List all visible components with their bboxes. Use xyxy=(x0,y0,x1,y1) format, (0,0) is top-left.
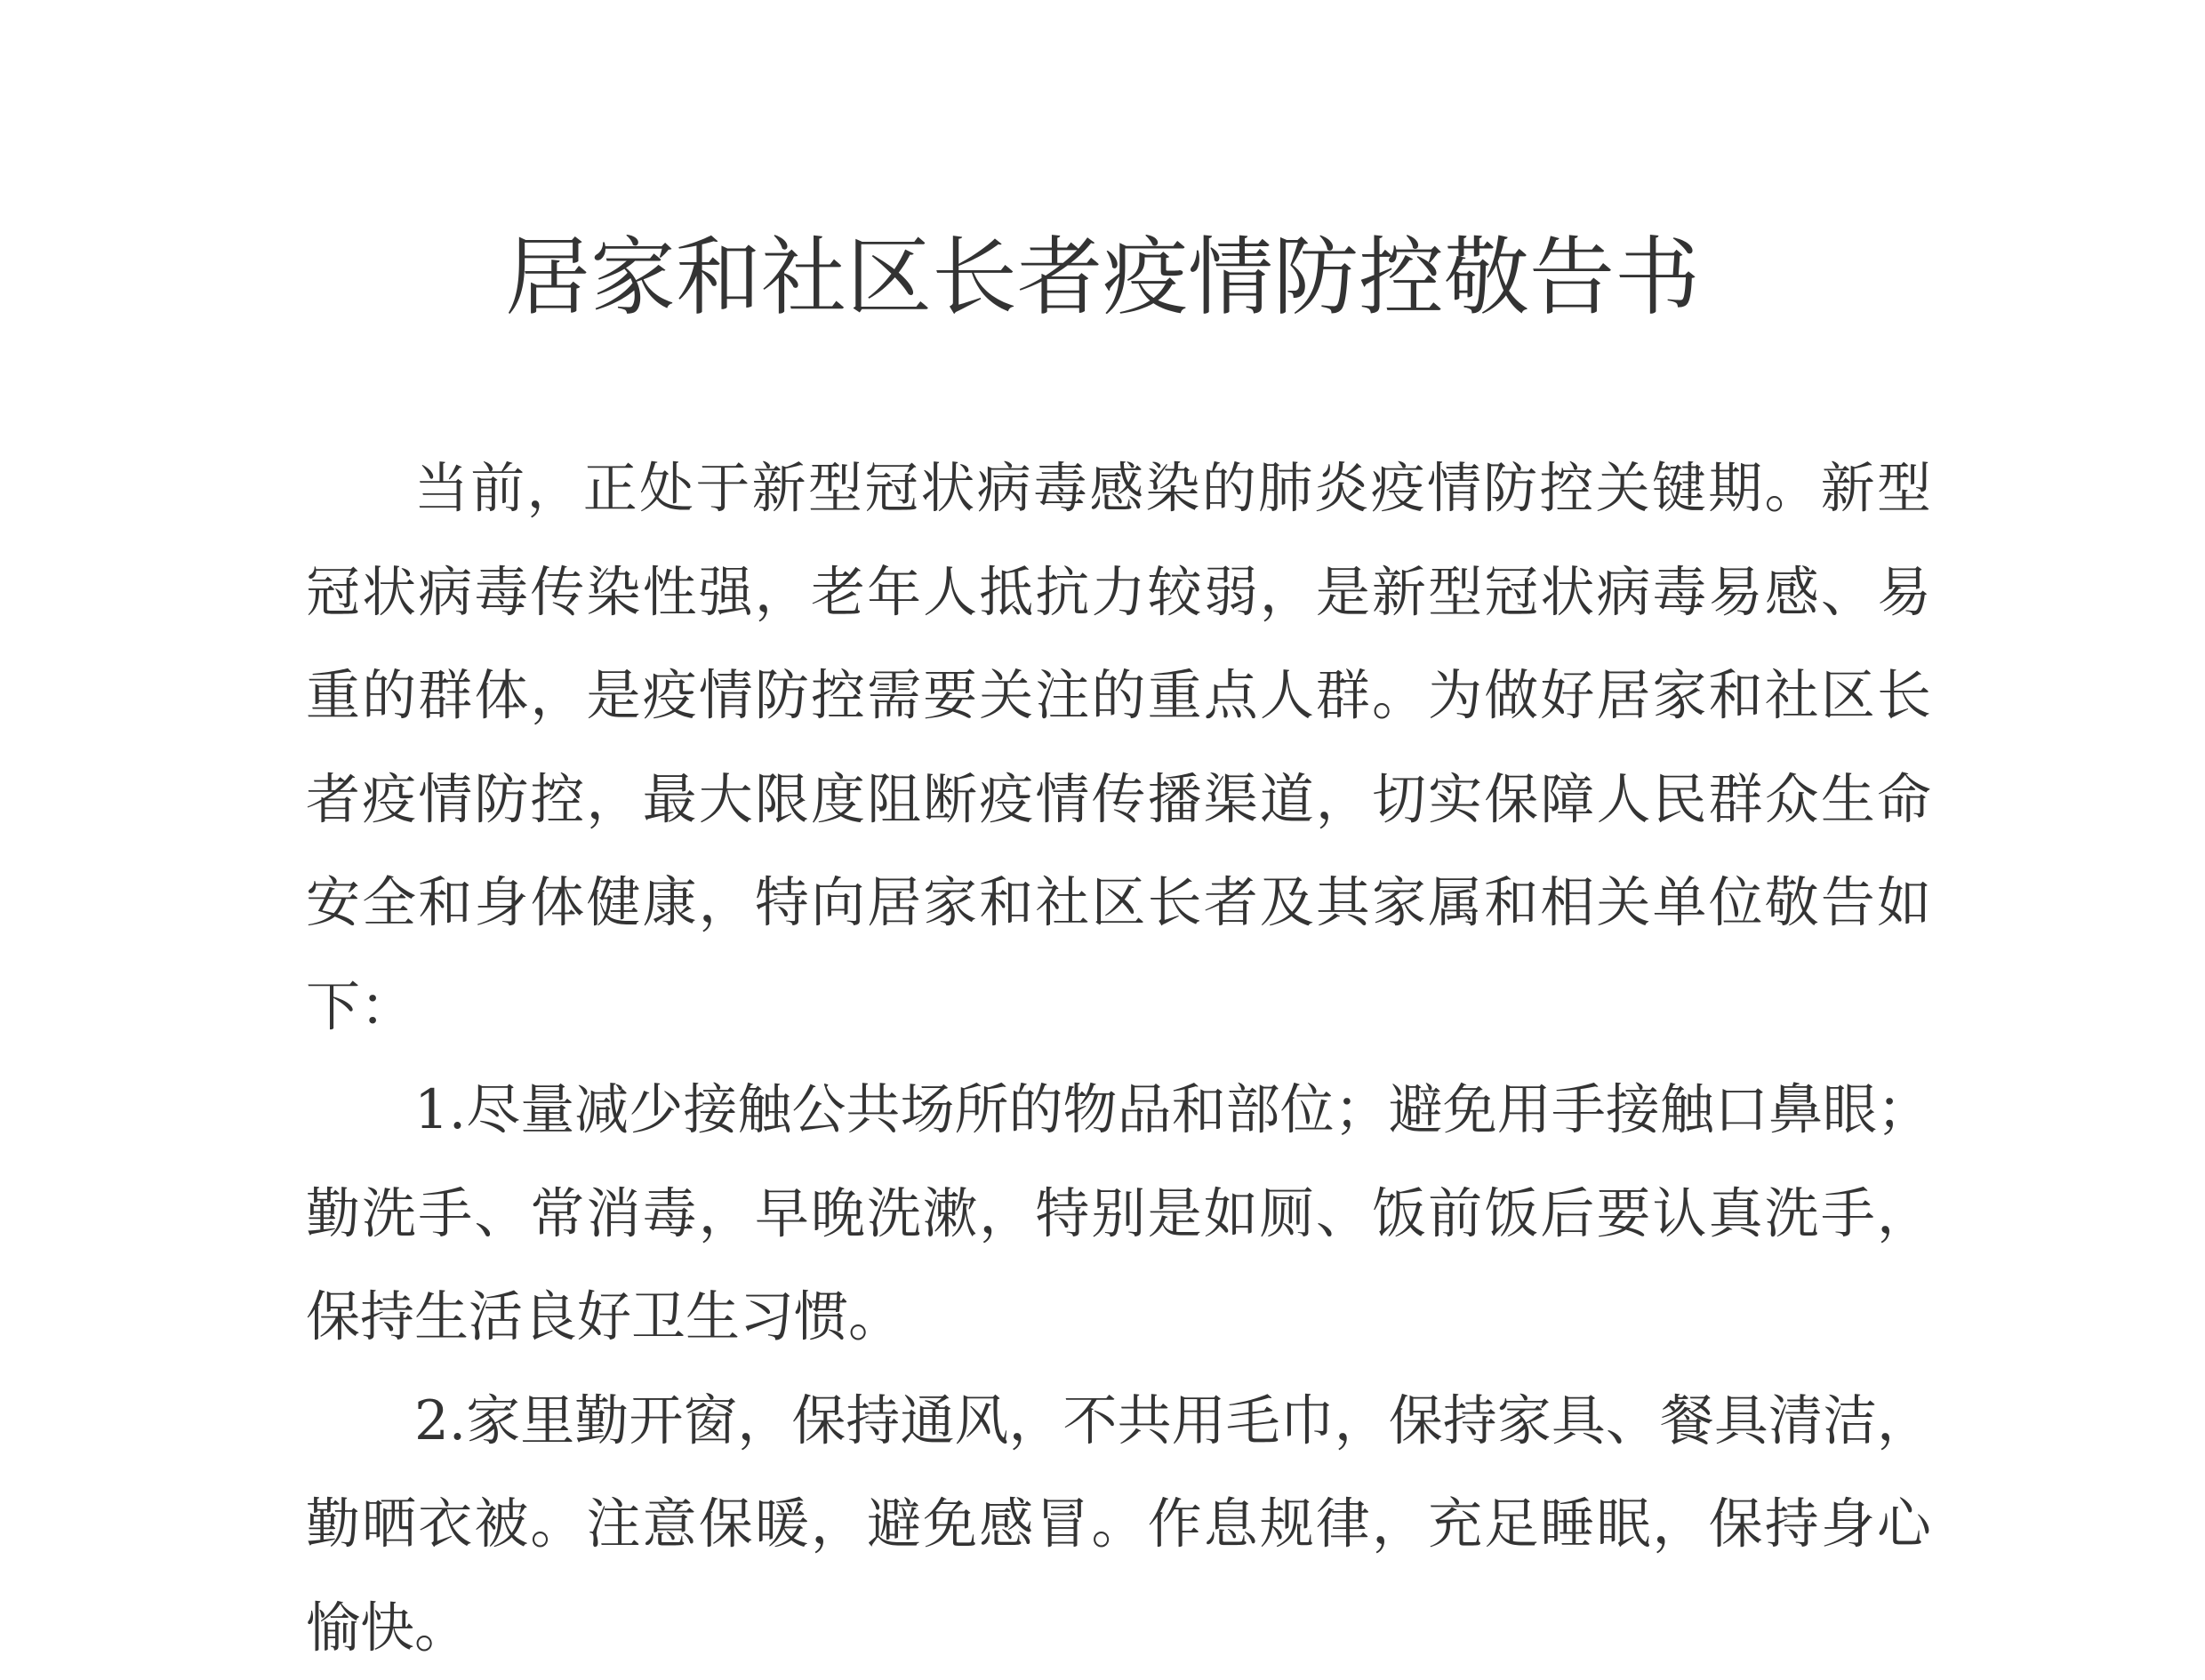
item-paragraph-2: 2.家里勤开窗，保持通风，不共用毛巾，保持家具、餐具清洁，勤晒衣被。注意保暖，避免感冒。作息规律，充足睡眠，保持身心愉快。 xyxy=(306,1370,1931,1680)
document-body xyxy=(306,437,1931,1680)
item-paragraph-1: 1.尽量减少接触公共场所的物品和部位；避免用手接触口鼻眼；勤洗手、常消毒，早晚洗漱，特别是如厕、饭前饭后要认真洗手，保持生活良好卫生习惯。 xyxy=(306,1059,1931,1370)
intro-paragraph: 当前，正处于新型冠状病毒感染的肺炎疫情防控关键期。新型冠状病毒传染性强，老年人抵抗力较弱，是新型冠状病毒易感、易重的群体，是疫情防控需要关注的重点人群。为做好居家和社区长者疫情防控，最大限度阻断疫情传播渠道，切实保障人民群众生命安全和身体健康，特向居家和社区长者及其家属和相关单位敬告如下： xyxy=(306,437,1931,1059)
document-title: 居家和社区长者疫情防控敬告书 xyxy=(0,224,2205,331)
